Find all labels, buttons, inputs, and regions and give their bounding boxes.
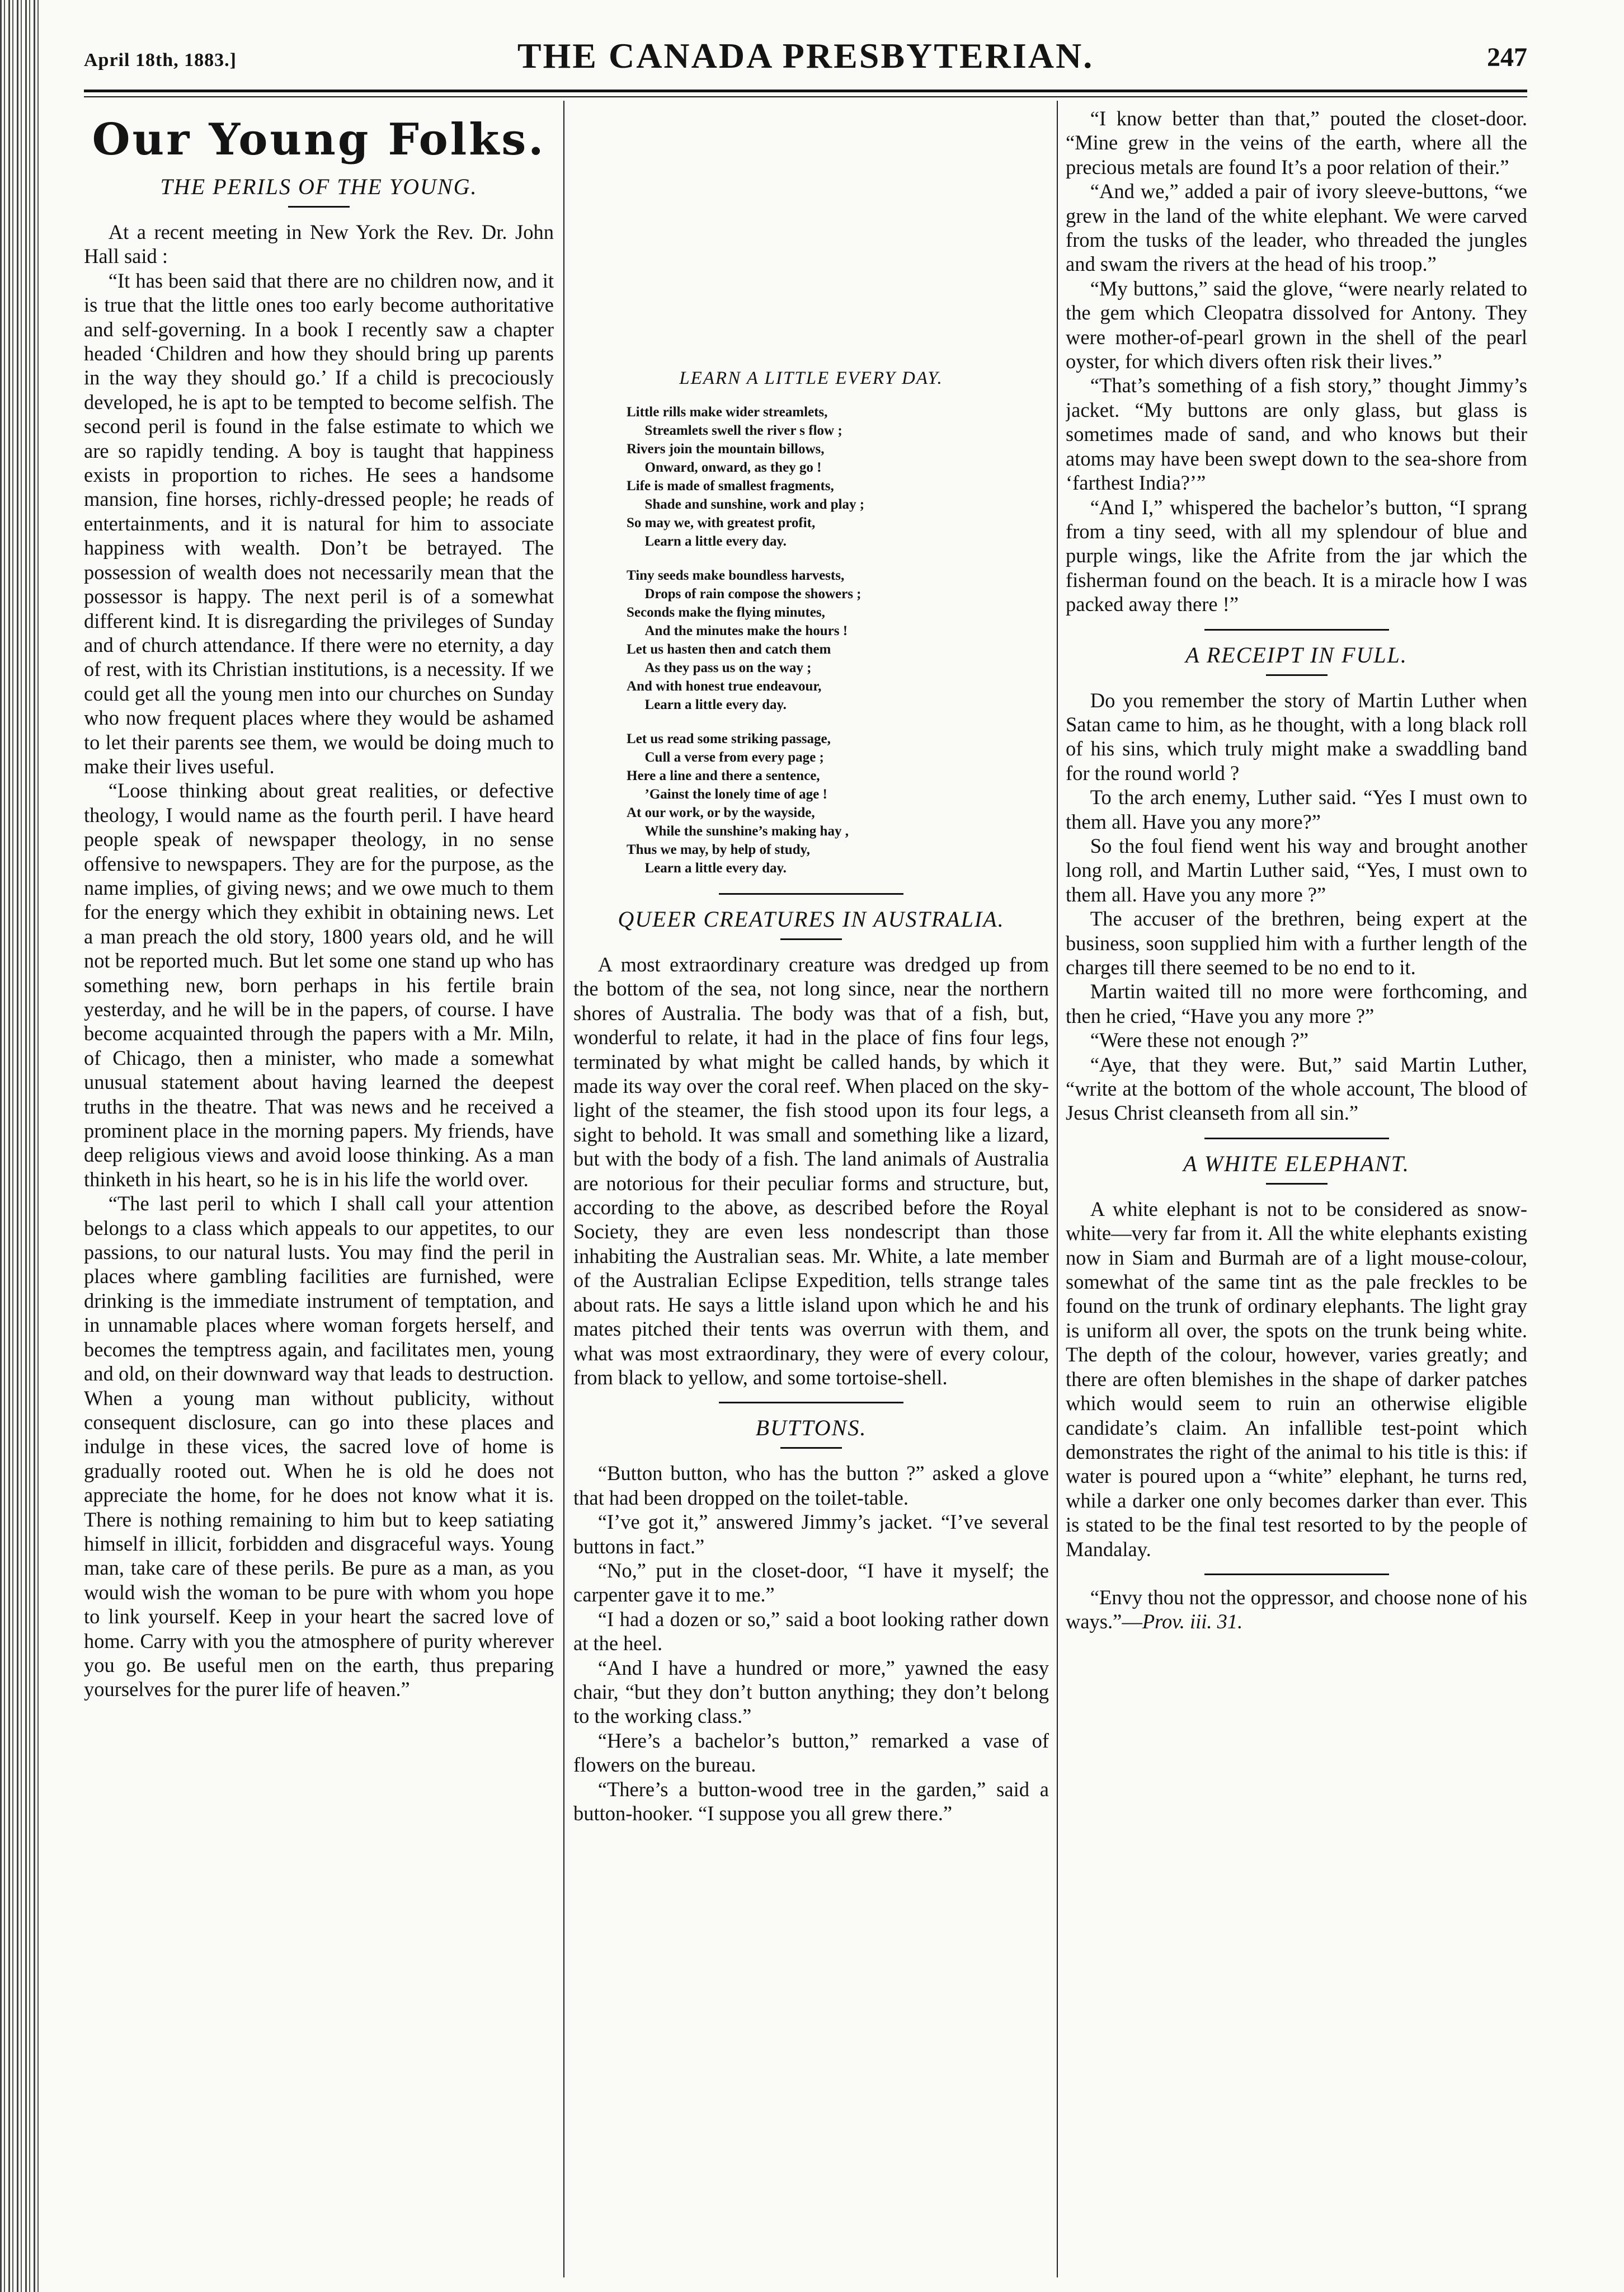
paragraph: To the arch enemy, Luther said. “Yes I must own to them all. Have you any more?” xyxy=(1066,786,1527,833)
article-title: QUEER CREATURES IN AUSTRALIA. xyxy=(618,907,1005,932)
title-rule xyxy=(780,938,842,940)
poem-stanza xyxy=(627,566,1049,714)
paragraph: A white elephant is not to be considered as snow-white—very far from it. All the white elephants existing now in Siam and Burmah are of a light mouse-colour, somewhat of the same tint as the pale freckles to be found on the trunk of ordinary elephants. The light gray is uniform all over, the spots on the trunk being white. The depth of the colour, however, varies greatly; and there are often blemishes in the shape of darker patches which would seem to ruin an otherwise eligible candidate’s claim. An infallible test-point which demonstrates the right of the animal to his title is this: if water is poured upon a “white” elephant, he turns red, while a darker one only becomes darker than ever. This is stated to be the final test resorted to by the people of Mandalay. xyxy=(1066,1197,1527,1561)
page-header xyxy=(84,31,1527,92)
poem-line: Little rills make wider streamlets, xyxy=(627,405,828,420)
column-divider xyxy=(1057,101,1058,2277)
paragraph: “It has been said that there are no children now, and it is true that the little ones too early become authoritative and self-governing. In a book I recently saw a chapter headed ‘Children and how they should bring up parents in the way they should go.’ If a child is precociously developed, he is apt to be tempted to become selfish. The second peril is found in the false estimate to which we are so rapidly tending. A boy is taught that happiness exists in proportion to riches. He sees a handsome mansion, fine horses, richly-dressed people; he reads of entertainments, and it is natural for him to associate happiness with wealth. Don’t be betrayed. The possession of wealth does not necessarily mean that the possessor is happy. The next peril is of a somewhat different kind. It is disregarding the privileges of Sunday and of church attendance. If there were no eternity, a day of rest, with its Christian institutions, is a necessity. If we could get all the young men into our churches on Sunday who now frequent places where they would be ashamed to let their parents see them, we would be doing much to make their lives useful. xyxy=(84,269,554,778)
poem-stanza xyxy=(627,403,1049,551)
paragraph: “Button button, who has the button ?” asked a glove that had been dropped on the toilet-table. xyxy=(573,1462,1049,1509)
paragraph: “Were these not enough ?” xyxy=(1090,1028,1309,1052)
paragraph: So the foul fiend went his way and brought another long roll, and Martin Luther said, “Yes, I must own to them all. Have you any more ?” xyxy=(1066,834,1527,906)
paragraph: “And I,” whispered the bachelor’s button, “I sprang from a tiny seed, with all my splendour of blue and purple wings, like the Afrite from the jar which the fisherman found on the beach. It is a miracle how I was packed away there !” xyxy=(1066,495,1527,616)
poem-line: And the minutes make the hours ! xyxy=(644,623,848,638)
poem-line: Here a line and there a sentence, xyxy=(627,768,820,783)
section-rule xyxy=(719,1402,903,1403)
page-number: 247 xyxy=(1487,43,1527,72)
title-rule xyxy=(1266,674,1328,676)
column-divider xyxy=(563,101,564,2277)
poem-line: Cull a verse from every page ; xyxy=(644,750,824,765)
paragraph: “There’s a button-wood tree in the garden,” said a button-hooker. “I suppose you all grew there.” xyxy=(573,1777,1049,1825)
proverb-text: “Envy thou not the oppressor, and choose none of his ways.”— xyxy=(1066,1585,1527,1633)
poem-line: And with honest true endeavour, xyxy=(627,679,822,694)
paragraph: “Loose thinking about great realities, or defective theology, I would name as the fourth peril. I have heard people speak of newspaper theology, in no sense offensive to newspapers. They are for the purpose, as the name implies, of giving news; and we owe much to them for the energy which they exhibit in obtaining news. Let a man preach the old story, 1800 years old, and he will not be reported much. But let some one stand up who has something new, born perhaps in his fertile brain yesterday, and he will be in the papers, of course. I have become acquainted through the papers with a Mr. Miln, of Chicago, then a minister, who made a somewhat unusual statement about having learned the deepest truths in the theatre. That was news and he received a prominent place in the morning papers. My friends, have deep religious views and avoid loose thinking. As a man thinketh in his heart, so he is in his life the world over. xyxy=(84,779,554,1191)
title-rule xyxy=(780,1447,842,1449)
proverb-quote xyxy=(1066,1585,1527,1634)
paragraph: “I had a dozen or so,” said a boot looking rather down at the heel. xyxy=(573,1607,1049,1655)
column-2 xyxy=(573,101,1049,2277)
poem-line: While the sunshine’s making hay , xyxy=(644,824,849,839)
paragraph: “Aye, that they were. But,” said Martin Luther, “write at the bottom of the whole account, The blood of Jesus Christ cleanseth from all sin.” xyxy=(1066,1053,1527,1125)
poem-line: As they pass us on the way ; xyxy=(644,660,812,675)
paragraph: “And I have a hundred or more,” yawned the easy chair, “but they don’t button anything; they don’t belong to the working class.” xyxy=(573,1656,1049,1728)
paragraph: At a recent meeting in New York the Rev. Dr. John Hall said : xyxy=(84,220,554,268)
poem-line: Let us hasten then and catch them xyxy=(627,642,831,657)
paragraph: Do you remember the story of Martin Luther when Satan came to him, as he thought, with a long black roll of his sins, which truly might make a swaddling band for the round world ? xyxy=(1066,688,1527,785)
poem-title: LEARN A LITTLE EVERY DAY. xyxy=(679,368,943,388)
section-rule xyxy=(719,893,903,895)
article-title: A RECEIPT IN FULL. xyxy=(1185,642,1408,668)
section-rule xyxy=(1204,1138,1389,1139)
paragraph: “No,” put in the closet-door, “I have it myself; the carpenter gave it to me.” xyxy=(573,1558,1049,1607)
poem-line: So may we, with greatest profit, xyxy=(627,515,816,530)
poem-line: Seconds make the flying minutes, xyxy=(627,605,825,620)
poem xyxy=(627,403,1049,877)
header-rule xyxy=(84,90,1527,92)
article-title: BUTTONS. xyxy=(755,1415,867,1441)
paragraph: “The last peril to which I shall call your attention belongs to a class which appeals to our appetites, to our passions, to our natural lusts. You may find the peril in places where gambling facilities are furnished, were drinking is the immediate instrument of temptation, and in unnamable places where woman forgets herself, and becomes the temptress again, and facilitates men, young and old, on their downward way that leads to destruction. When a young man without publicity, without consequent disclosure, can go into these places and indulge in these vices, the sacred love of home is gradually rooted out. When he is old he does not appreciate the home, for he does not know what it is. There is nothing remaining to him but to keep satiating himself in illicit, forbidden and disgraceful ways. Young man, take care of these perils. Be pure as a man, as you would wish the woman to be pure with whom you hope to link yourself. Keep in your heart the sacred love of home. Carry with you the atmosphere of purity wherever you go. Be useful men on the earth, thus preparing yourselves for the purer life of heaven.” xyxy=(84,1192,554,1701)
poem-line: At our work, or by the wayside, xyxy=(627,805,815,820)
paragraph: “Here’s a bachelor’s button,” remarked a vase of flowers on the bureau. xyxy=(573,1729,1049,1777)
article-title: THE PERILS OF THE YOUNG. xyxy=(160,174,478,199)
poem-line: Let us read some striking passage, xyxy=(627,731,831,746)
poem-line: Onward, onward, as they go ! xyxy=(644,460,822,475)
proverb-reference: Prov. iii. 31. xyxy=(1142,1610,1243,1633)
article-title: A WHITE ELEPHANT. xyxy=(1183,1150,1410,1176)
poem-line: Shade and sunshine, work and play ; xyxy=(644,497,865,512)
poem-stanza xyxy=(627,730,1049,877)
paragraph: “My buttons,” said the glove, “were nearly related to the gem which Cleopatra dissolved for Antony. They were mother-of-pearl grown in the shell of the pearl oyster, for which divers often risk their lives.” xyxy=(1066,276,1527,373)
section-rule xyxy=(1204,1574,1389,1575)
column-1 xyxy=(84,101,554,2277)
poem-line: Life is made of smallest fragments, xyxy=(627,478,834,494)
poem-line: Learn a little every day. xyxy=(644,697,787,712)
paragraph: “And we,” added a pair of ivory sleeve-buttons, “we grew in the land of the white elephant. We were carved from the tusks of the leader, who threaded the jungles and swam the rivers at the head of his troop.” xyxy=(1066,180,1527,276)
paragraph: A most extraordinary creature was dredged up from the bottom of the sea, not long since, near the northern shores of Australia. The body was that of a fish, but, wonderful to relate, it had in the place of fins four legs, terminated by what might be called hands, by which it made its way over the coral reef. When placed on the sky-light of the steamer, the fish stood upon its four legs, a sight to behold. It was small and something like a lizard, but with the body of a fish. The land animals of Australia are notorious for their peculiar forms and structure, but, according to the above, as described before the Royal Society, they are even less nondescript than those inhabiting the Australian seas. Mr. White, a late member of the Australian Eclipse Expedition, tells strange tales about rats. He says a little island upon which he and his mates pitched their tents was overrun with them, and what was most extraordinary, they were of every colour, from black to yellow, and some tortoise-shell. xyxy=(573,953,1049,1389)
poem-line: ’Gainst the lonely time of age ! xyxy=(644,787,827,802)
header-rule-thin xyxy=(84,96,1527,97)
paragraph: Martin waited till no more were forthcoming, and then he cried, “Have you any more ?” xyxy=(1066,980,1527,1027)
poem-line: Thus we may, by help of study, xyxy=(627,842,810,857)
section-masthead: Our Young Folks. xyxy=(92,114,546,165)
paragraph: “I’ve got it,” answered Jimmy’s jacket. “I’ve several buttons in fact.” xyxy=(573,1510,1049,1558)
title-rule xyxy=(1266,1183,1328,1185)
paragraph: “I know better than that,” pouted the closet-door. “Mine grew in the veins of the earth, where all the precious metals are found It’s a poor relation of their.” xyxy=(1066,107,1527,179)
column-3 xyxy=(1066,101,1527,2277)
issue-date: April 18th, 1883.] xyxy=(84,50,237,71)
poem-line: Tiny seeds make boundless harvests, xyxy=(627,568,845,583)
paragraph: The accuser of the brethren, being expert at the business, soon supplied him with a further length of the charges till there seemed to be no end to it. xyxy=(1066,907,1527,979)
poem-line: Drops of rain compose the showers ; xyxy=(644,586,862,602)
poem-line: Streamlets swell the river s flow ; xyxy=(644,423,842,438)
paragraph: “That’s something of a fish story,” thought Jimmy’s jacket. “My buttons are only glass, but glass is sometimes made of sand, and who knows but their atoms may have been swept down to the sea-shore from ‘farthest India?’” xyxy=(1066,374,1527,495)
newspaper-title: THE CANADA PRESBYTERIAN. xyxy=(517,36,1094,76)
poem-line: Learn a little every day. xyxy=(644,861,787,876)
poem-line: Learn a little every day. xyxy=(644,534,787,549)
section-rule xyxy=(1204,629,1389,631)
poem-line: Rivers join the mountain billows, xyxy=(627,442,825,457)
scan-binding-edge xyxy=(0,0,39,2292)
title-rule xyxy=(288,206,350,208)
